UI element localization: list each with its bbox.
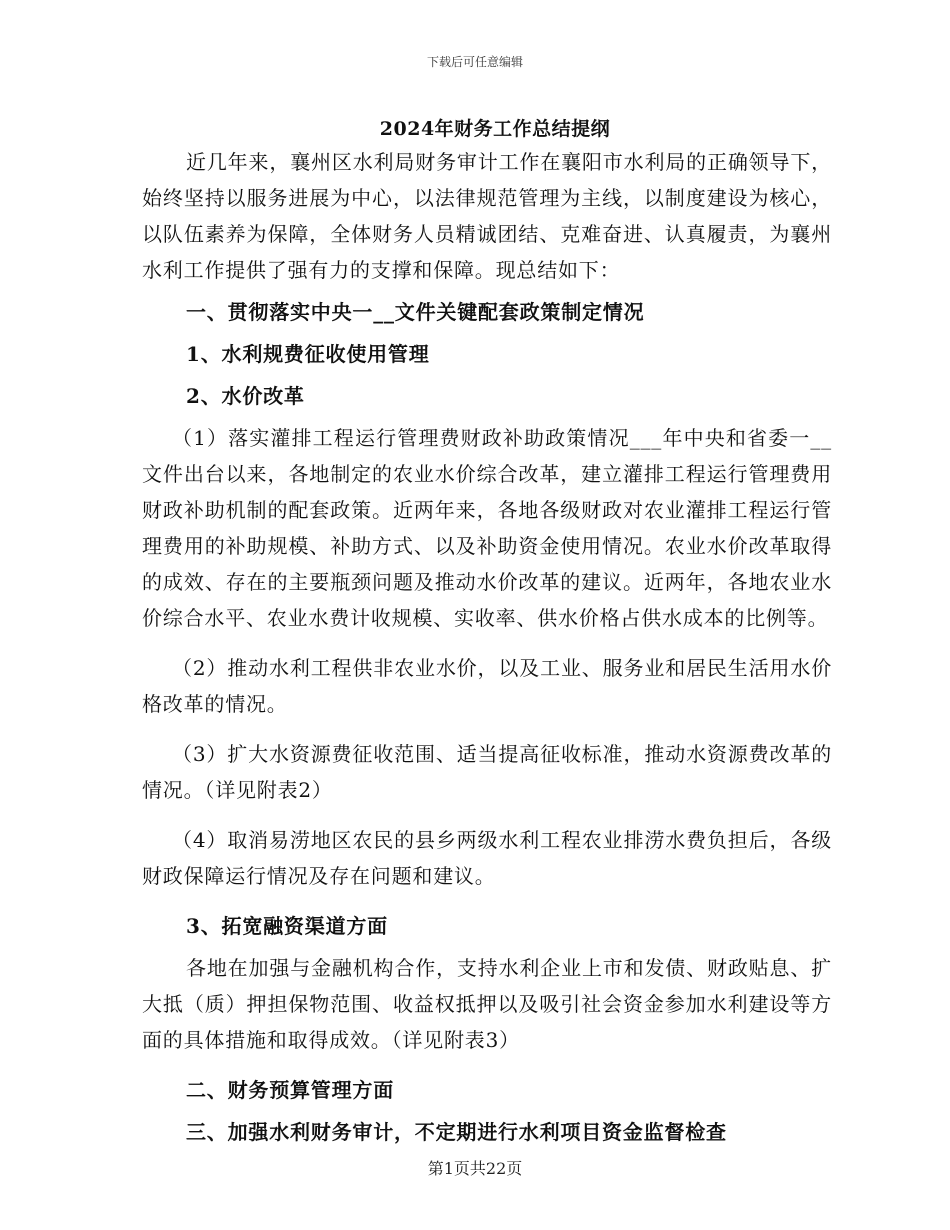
item-2-paragraph-2: （2）推动水利工程供非农业水价，以及工业、服务业和居民生活用水价格改革的情况。 [142,656,832,716]
section-2-heading: 二、财务预算管理方面 [186,1078,394,1102]
document-title: 2024年财务工作总结提纲 [379,118,611,140]
item-3-heading: 3、拓宽融资渠道方面 [186,914,388,938]
section-3-heading: 三、加强水利财务审计，不定期进行水利项目资金监督检查 [186,1120,727,1144]
item-3-paragraph-1: 各地在加强与金融机构合作，支持水利企业上市和发债、财政贴息、扩大抵（质）押担保物范围、收益权抵押以及吸引社会资金参加水利建设等方面的具体措施和取得成效。（详见附表3） [142,956,832,1052]
item-2-heading: 2、水价改革 [186,384,305,408]
section-1-heading: 一、贯彻落实中央一__文件关键配套政策制定情况 [186,300,645,324]
item-2-paragraph-4: （4）取消易涝地区农民的县乡两级水利工程农业排涝水费负担后，各级财政保障运行情况及存在问题和建议。 [142,828,832,888]
page-number: 第1页共22页 [427,1159,523,1178]
intro-paragraph: 近几年来，襄州区水利局财务审计工作在襄阳市水利局的正确领导下，始终坚持以服务进展为中心，以法律规范管理为主线，以制度建设为核心，以队伍素养为保障，全体财务人员精诚团结、克难奋进、认真履责，为襄州水利工作提供了强有力的支撑和保障。现总结如下： [142,150,832,282]
item-2-paragraph-3: （3）扩大水资源费征收范围、适当提高征收标准，推动水资源费改革的情况。（详见附表2） [142,742,832,802]
item-2-paragraph-1: （1）落实灌排工程运行管理费财政补助政策情况___年中央和省委一__文件出台以来，各地制定的农业水价综合改革，建立灌排工程运行管理费用财政补助机制的配套政策。近两年来，各地各级财政对农业灌排工程运行管理费用的补助规模、补助方式、以及补助资金使用情况。农业水价改革取得的成效、存在的主要瓶颈问题及推动水价改革的建议。近两年，各地农业水价综合水平、农业水费计收规模、实收率、供水价格占供水成本的比例等。 [142,426,832,630]
item-1-heading: 1、水利规费征收使用管理 [186,342,430,366]
document-body [142,144,832,1150]
header-note: 下载后可任意编辑 [426,55,523,69]
